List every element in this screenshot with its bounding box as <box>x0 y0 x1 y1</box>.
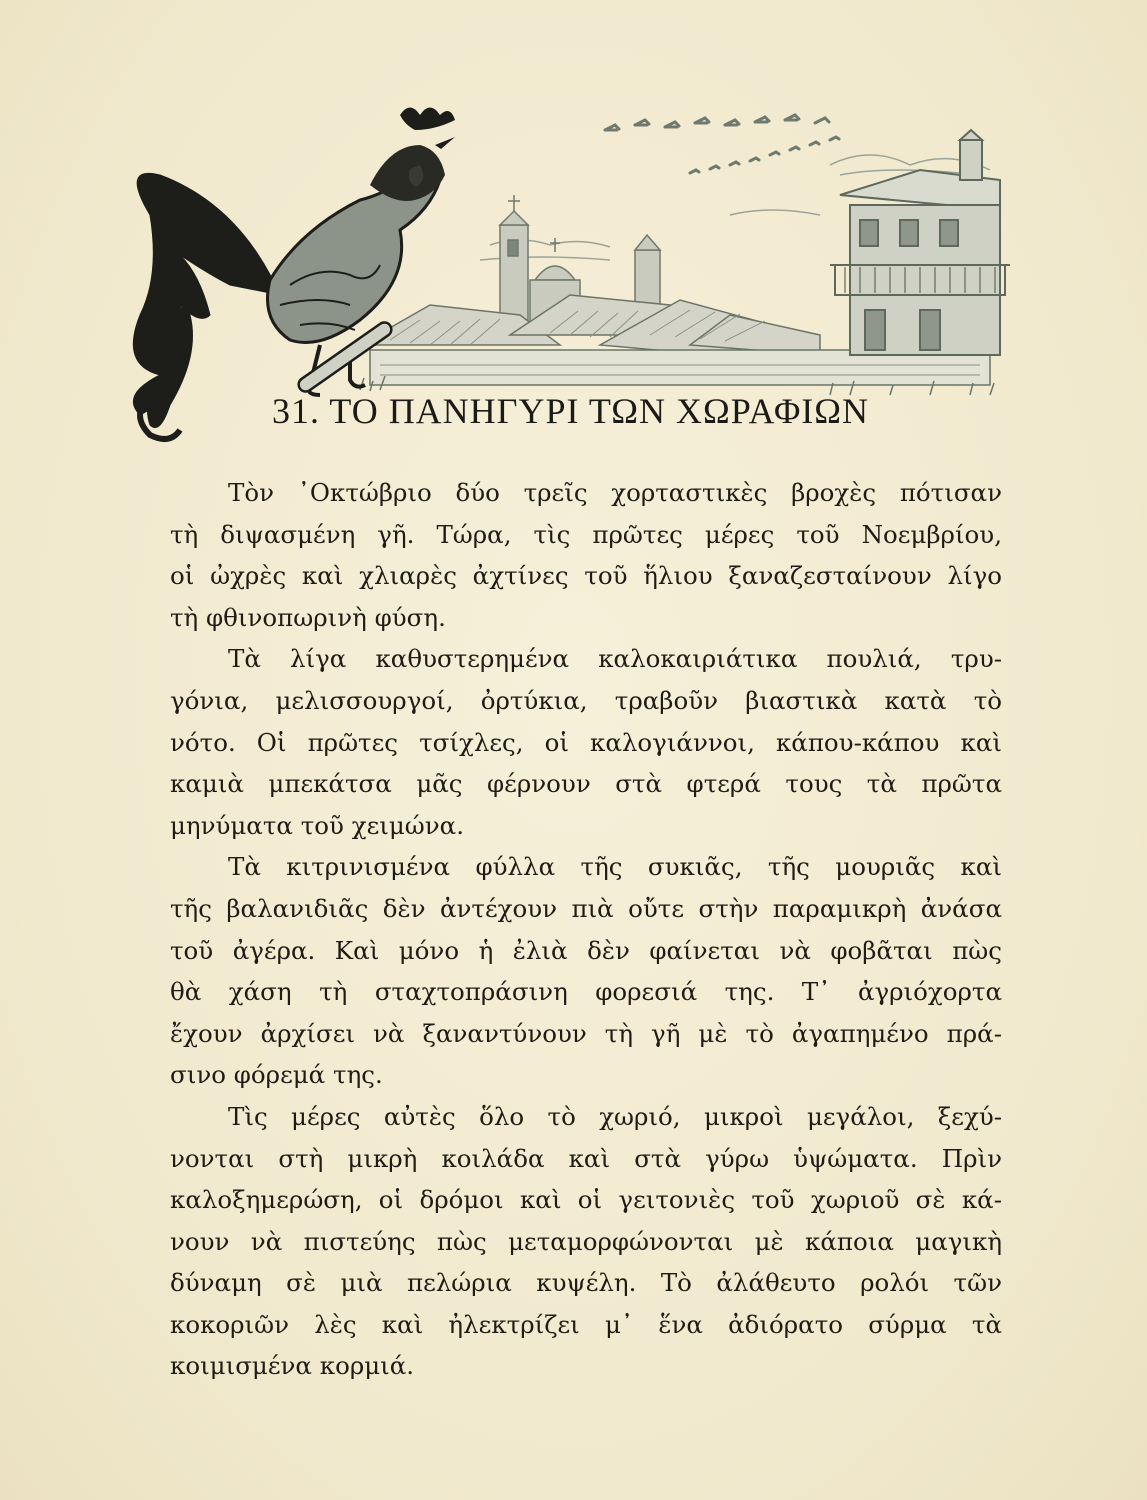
text-line: γόνια, μελισσουργοί, ὀρτύκια, τραβοῦν βιαστικὰ κατὰ τὸ <box>170 685 1002 715</box>
text-line: τῆς βαλανιδιᾶς δὲν ἀντέχουν πιὰ οὔτε στὴν παραμικρὴ ἀνάσα <box>170 893 1002 923</box>
text-line: μηνύματα τοῦ χειμώνα. <box>170 810 464 840</box>
paragraph-4 <box>170 1096 1002 1387</box>
text-line: ἔχουν ἀρχίσει νὰ ξαναντύνουν τὴ γῆ μὲ τὸ ἀγαπημένο πρά- <box>170 1018 1002 1048</box>
text-line: Τὶς μέρες αὐτὲς ὅλο τὸ χωριό, μικροὶ μεγάλοι, ξεχύ- <box>228 1101 1002 1131</box>
text-line: νουν νὰ πιστεύης πὼς μεταμορφώνονται μὲ κάποια μαγικὴ <box>170 1226 1002 1256</box>
text-line: νονται στὴ μικρὴ κοιλάδα καὶ στὰ γύρω ὑψώματα. Πρὶν <box>170 1143 1002 1173</box>
text-line: σινο φόρεμά της. <box>170 1060 383 1090</box>
paragraph-3 <box>170 846 1002 1096</box>
chapter-title: 31. ΤΟ ΠΑΝΗΓΥΡΙ ΤΩΝ ΧΩΡΑΦΙΩΝ <box>272 391 870 431</box>
text-line: τὴ διψασμένη γῆ. Τώρα, τὶς πρῶτες μέρες τοῦ Νοεμβρίου, <box>170 519 1002 549</box>
text-line: δύναμη σὲ μιὰ πελώρια κυψέλη. Τὸ ἀλάθευτο ρολόι τῶν <box>170 1268 1002 1298</box>
rooster-tail <box>133 173 280 439</box>
text-line: θὰ χάση τὴ σταχτοπράσινη φορεσιά της. Τ᾽ ἀγριόχορτα <box>170 977 1002 1007</box>
paragraph-1 <box>170 472 1002 638</box>
text-line: Τὸν ᾿Οκτώβριο δύο τρεῖς χορταστικὲς βροχὲς πότισαν <box>228 478 1002 507</box>
text-line: Τὰ λίγα καθυστερημένα καλοκαιριάτικα πουλιά, τρυ- <box>228 644 1002 674</box>
text-line: τὴ φθινοπωρινὴ φύση. <box>170 602 446 632</box>
text-line: κοκοριῶν λὲς καὶ ἠλεκτρίζει μ᾽ ἕνα ἀδιόρατο σύρμα τὰ <box>170 1309 1002 1339</box>
text-line: νότο. Οἱ πρῶτες τσίχλες, οἱ καλογιάννοι, κάπου-κάπου καὶ <box>170 727 1002 757</box>
house <box>830 130 1010 355</box>
text-line: οἱ ὠχρὲς καὶ χλιαρὲς ἀχτίνες τοῦ ἥλιου ξαναζεσταίνουν λίγο <box>170 561 1002 591</box>
text-line: καλοξημερώση, οἱ δρόμοι καὶ οἱ γειτονιὲς τοῦ χωριοῦ σὲ κά- <box>170 1185 1002 1215</box>
paragraph-2 <box>170 638 1002 846</box>
text-line: καμιὰ μπεκάτσα μᾶς φέρνουν στὰ φτερά τους τὰ πρῶτα <box>170 769 1002 799</box>
chapter-body <box>170 472 1002 1387</box>
text-line: κοιμισμένα κορμιά. <box>170 1351 415 1381</box>
text-line: τοῦ ἀγέρα. Καὶ μόνο ἡ ἐλιὰ δὲν φαίνεται νὰ φοβᾶται πὼς <box>170 935 1002 965</box>
migrating-birds <box>605 115 839 173</box>
text-line: Τὰ κιτρινισμένα φύλλα τῆς συκιᾶς, τῆς μουριᾶς καὶ <box>228 852 1002 882</box>
